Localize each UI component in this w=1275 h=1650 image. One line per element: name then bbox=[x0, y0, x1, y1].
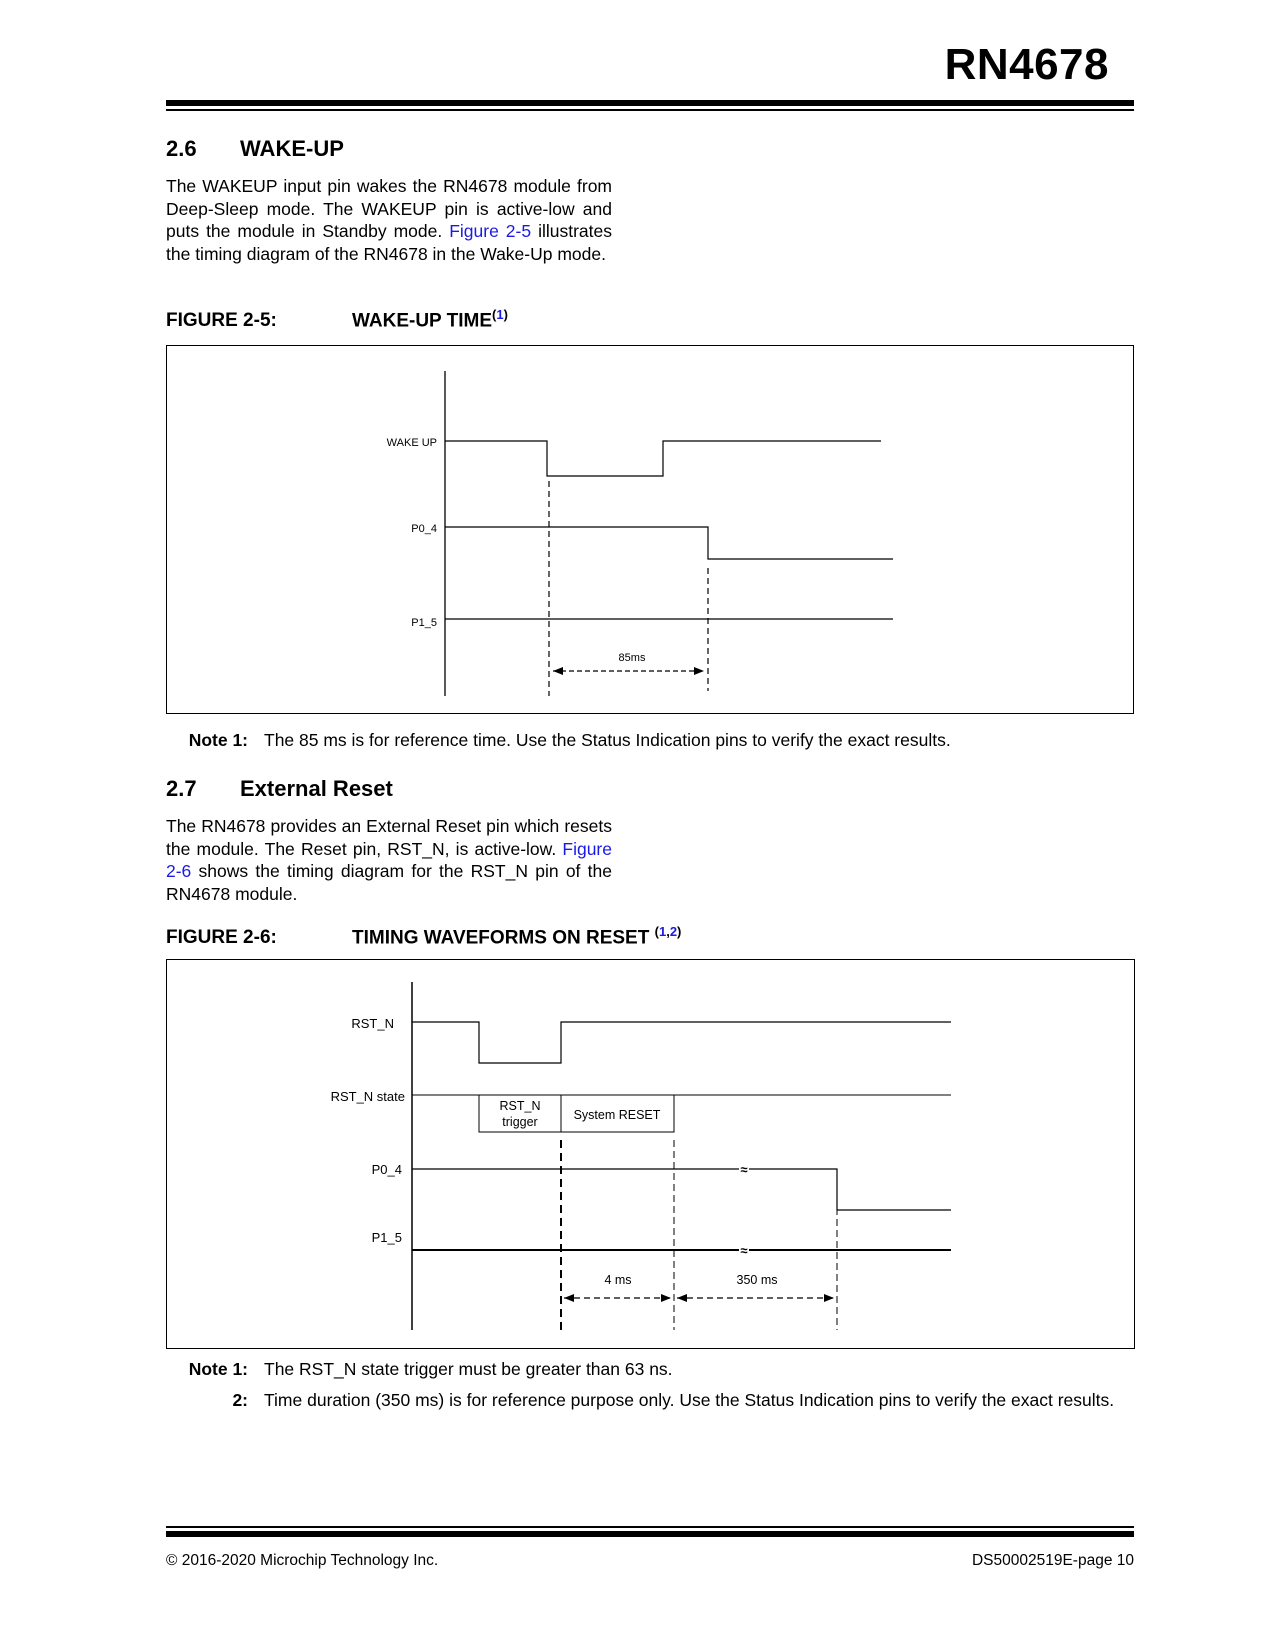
figure-2-6-note-2-label: 2: bbox=[232, 1390, 248, 1410]
rst-n-waveform bbox=[412, 1022, 951, 1063]
document-title: RN4678 bbox=[944, 40, 1109, 89]
interval-label-350ms: 350 ms bbox=[736, 1273, 778, 1287]
signal-label-wake-up: WAKE UP bbox=[386, 437, 437, 449]
signal-label-p0-4: P0_4 bbox=[371, 1162, 402, 1177]
rst-n-trigger-label-line2: trigger bbox=[502, 1115, 538, 1129]
interval-label-4ms: 4 ms bbox=[604, 1273, 632, 1287]
figure-2-6-link[interactable]: Figure 2-6 bbox=[166, 838, 612, 881]
signal-label-rst-n: RST_N bbox=[351, 1016, 394, 1031]
signal-label-p0-4: P0_4 bbox=[411, 523, 437, 535]
figure-2-5-link[interactable]: Figure 2-5 bbox=[449, 221, 532, 241]
p0-4-waveform bbox=[445, 527, 893, 559]
rst-n-trigger-label-line1: RST_N bbox=[499, 1099, 541, 1113]
signal-label-p1-5: P1_5 bbox=[411, 617, 437, 629]
section-title: WAKE-UP bbox=[240, 136, 344, 161]
p0-4-waveform-part2 bbox=[749, 1169, 951, 1210]
note-ref-link-1[interactable]: 1 bbox=[658, 924, 667, 939]
figure-label: FIGURE 2-5: bbox=[166, 310, 277, 332]
figure-2-6-box bbox=[166, 959, 1135, 1349]
figure-2-5-caption: FIGURE 2-5: WAKE-UP TIME$^{(1)}$ bbox=[166, 307, 508, 332]
section-2-6-paragraph: The WAKEUP input pin wakes the RN4678 module from Deep-Sleep mode. The WAKEUP pin is active-low and puts the module in Standby mode. Figure 2-5 illustrates the timing diagram of the RN4678 in the Wake-Up mode. bbox=[166, 176, 612, 264]
system-reset-label: System RESET bbox=[573, 1108, 661, 1122]
figure-2-5-note-label: Note 1: bbox=[188, 730, 248, 750]
figure-2-5-note-text: The 85 ms is for reference time. Use the Status Indication pins to verify the exact results. bbox=[264, 730, 951, 750]
note-ref-link-2[interactable]: 2 bbox=[669, 924, 678, 939]
section-2-7-heading bbox=[166, 776, 393, 802]
figure-2-6-caption: FIGURE 2-6: TIMING WAVEFORMS ON RESET $^{(1,2)}$ bbox=[166, 924, 682, 949]
section-number: 2.6 bbox=[166, 136, 197, 161]
header-rule-thick bbox=[166, 100, 1134, 106]
interval-label-85ms: 85ms bbox=[618, 652, 646, 664]
p0-4-break-icon: ≈ bbox=[740, 1162, 748, 1177]
footer-page-number: DS50002519E-page 10 bbox=[971, 1552, 1134, 1569]
section-2-6-heading bbox=[166, 136, 344, 162]
figure-title: WAKE-UP TIME bbox=[352, 310, 493, 332]
wake-up-waveform bbox=[445, 441, 881, 476]
section-2-7-paragraph: The RN4678 provides an External Reset pin which resets the module. The Reset pin, RST_N, is active-low. Figure 2-6 shows the timing diagram for the RST_N pin of the RN4678 module. bbox=[166, 816, 612, 904]
header-rule-thin bbox=[166, 109, 1134, 111]
footer-rule-thick bbox=[166, 1531, 1134, 1537]
signal-label-rst-n-state: RST_N state bbox=[330, 1089, 405, 1104]
footer-copyright: © 2016-2020 Microchip Technology Inc. bbox=[166, 1552, 439, 1569]
note-ref-link[interactable]: 1 bbox=[496, 307, 504, 322]
footer-rule-thin bbox=[166, 1526, 1134, 1528]
signal-label-p1-5: P1_5 bbox=[371, 1230, 402, 1245]
wake-up-timing-diagram bbox=[167, 346, 1133, 713]
figure-title: TIMING WAVEFORMS ON RESET bbox=[352, 927, 655, 949]
figure-label: FIGURE 2-6: bbox=[166, 927, 277, 949]
figure-2-6-note-2-text: Time duration (350 ms) is for reference purpose only. Use the Status Indication pins to verify the exact results. bbox=[264, 1390, 1115, 1410]
figure-2-5-box bbox=[166, 345, 1134, 714]
figure-2-6-note-1-text: The RST_N state trigger must be greater than 63 ns. bbox=[264, 1359, 673, 1379]
p1-5-break-icon: ≈ bbox=[740, 1243, 748, 1258]
reset-timing-diagram bbox=[167, 960, 1134, 1348]
section-number: 2.7 bbox=[166, 776, 197, 801]
figure-2-6-note-1-label: Note 1: bbox=[188, 1359, 248, 1379]
section-title: External Reset bbox=[240, 776, 393, 801]
